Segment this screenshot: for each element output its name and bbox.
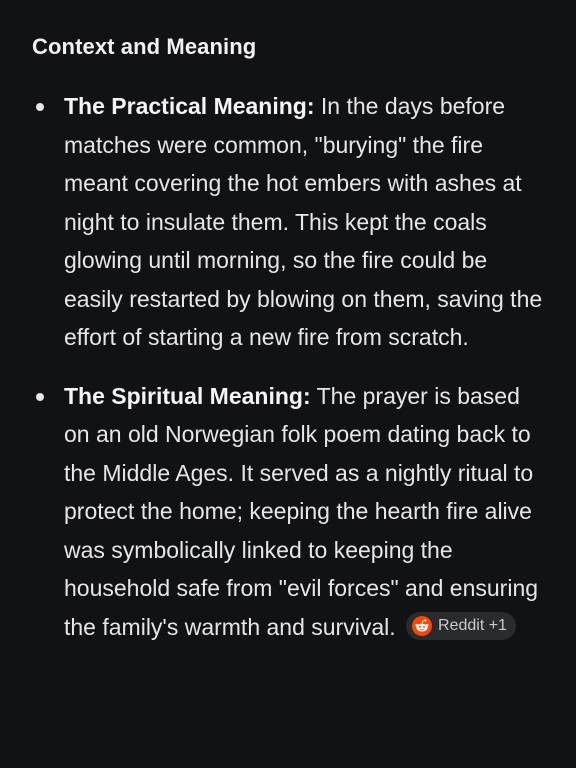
list-item-practical-meaning (0, 87, 576, 357)
bullet-dot-icon (36, 393, 44, 401)
list-item-spiritual-meaning (0, 377, 576, 647)
bullet-list (0, 87, 576, 646)
reddit-icon (412, 616, 432, 636)
bullet-text: In the days before matches were common, "burying" the fire meant covering the hot embers with ashes at night to insulate them. This kept the coals glowing until morning, so the fire could be easily restarted by blowing on them, saving the effort of starting a new fire from scratch. (64, 93, 543, 350)
bullet-dot-icon (36, 103, 44, 111)
source-chip-button[interactable] (406, 612, 516, 640)
section-heading: Context and Meaning (32, 34, 257, 59)
bullet-text: The prayer is based on an old Norwegian folk poem dating back to the Middle Ages. It served as a nightly ritual to protect the home; keeping the hearth fire alive was symbolically linked to keeping the household safe from "evil forces" and ensuring the family's warmth and survival. (64, 382, 539, 640)
source-chip-label: Reddit +1 (438, 617, 507, 635)
bullet-term: The Practical Meaning: (64, 93, 315, 119)
bullet-term: The Spiritual Meaning: (64, 382, 311, 409)
